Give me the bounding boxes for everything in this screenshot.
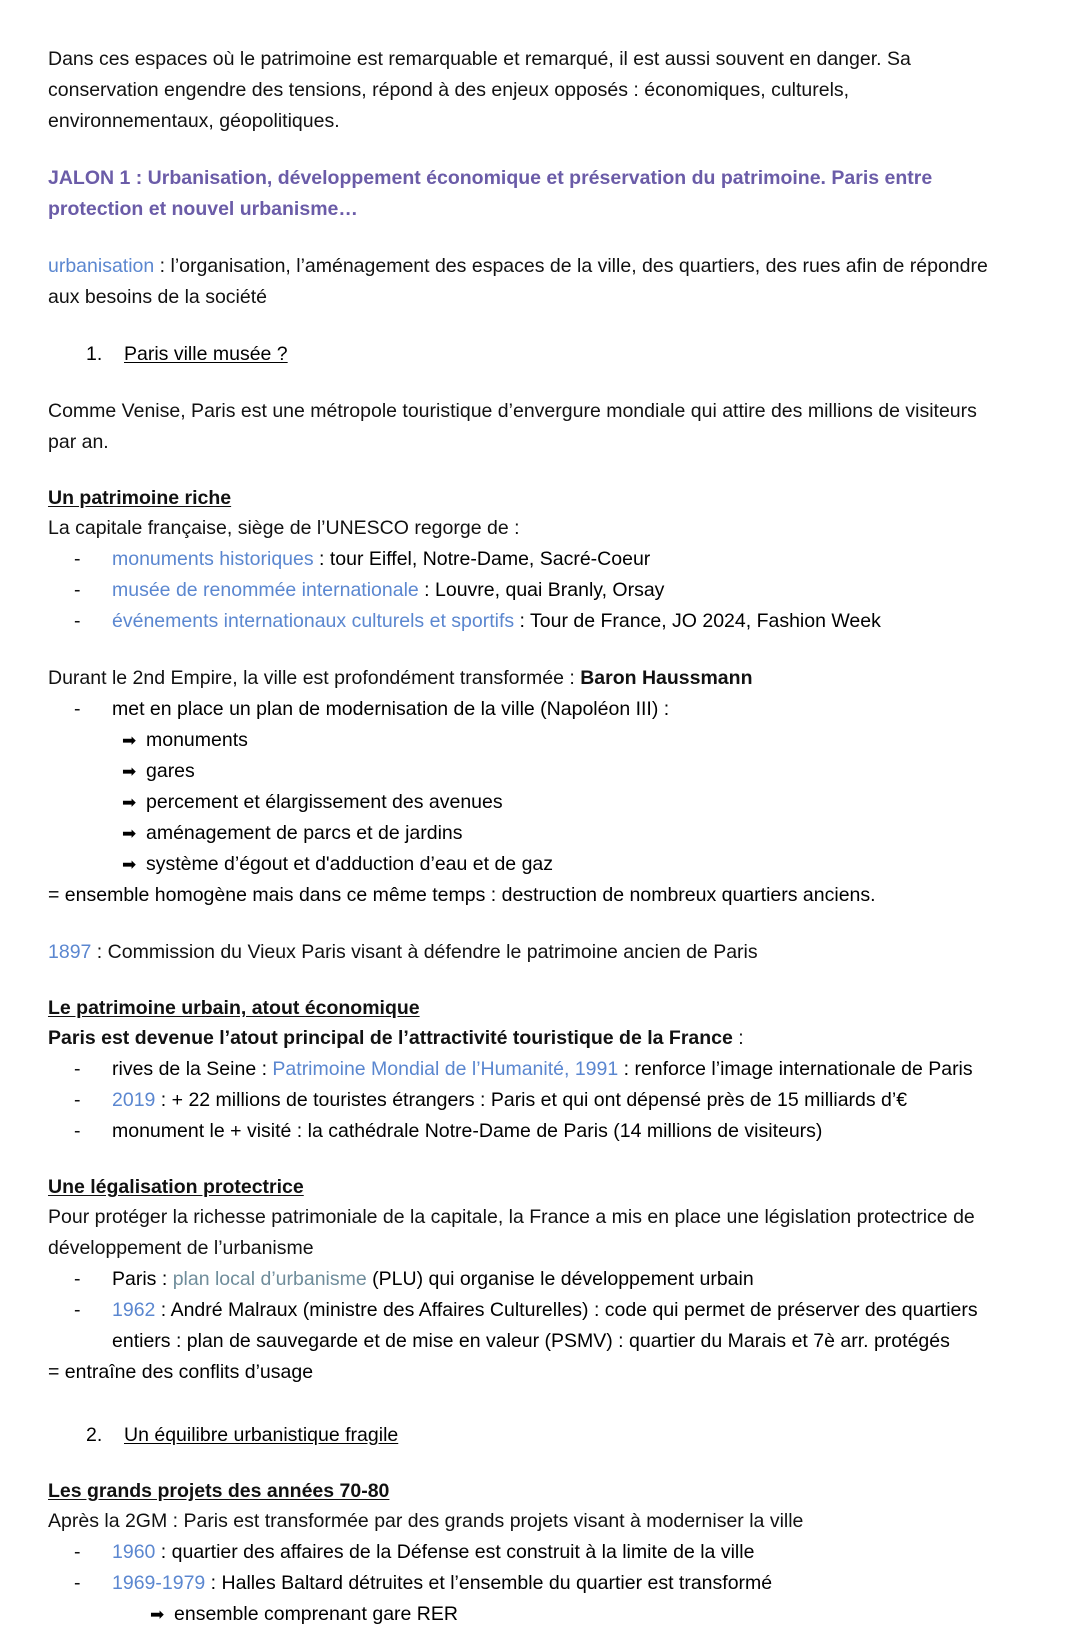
highlight-term: musée de renommée internationale	[112, 579, 419, 601]
list-item-text: : tour Eiffel, Notre-Dame, Sacré-Coeur	[313, 548, 651, 570]
arrow-right-icon: ➡	[122, 855, 137, 874]
list-item	[48, 544, 1032, 575]
list-item-text: : Louvre, quai Branly, Orsay	[418, 579, 665, 601]
subheading-patrimoine-urbain-wrap	[48, 994, 1032, 1023]
section-1-lead-paragraph: Comme Venise, Paris est une métropole touristique d’envergure mondiale qui attire des millions de visiteurs par an.	[48, 400, 977, 453]
arrow-item-text: monuments	[146, 729, 248, 751]
dash-bullet-icon: -	[74, 579, 81, 601]
highlight-term: événements internationaux culturels et sportifs	[112, 610, 515, 632]
section-1-heading	[86, 339, 1032, 370]
date-highlight: 1969-1979	[112, 1572, 206, 1594]
arrow-item-text: gares	[146, 760, 195, 782]
dash-bullet-icon: -	[74, 698, 81, 720]
list-item-body	[112, 1295, 1032, 1357]
commission-line	[48, 937, 1018, 968]
patrimoine-urbain-bullets	[48, 1054, 1032, 1147]
legalisation-conclusion: = entraîne des conflits d’usage	[48, 1361, 314, 1383]
arrow-list-item	[48, 1599, 1032, 1630]
legalisation-intro: Pour protéger la richesse patrimoniale de la capitale, la France a mis en place une législation protectrice de développement de l’urbanisme	[48, 1206, 975, 1259]
list-item-body	[112, 544, 1032, 575]
section-2-title: Un équilibre urbanistique fragile	[124, 1424, 399, 1446]
spacer	[48, 370, 1032, 396]
dash-bullet-icon: -	[74, 1120, 81, 1142]
arrow-right-icon: ➡	[122, 793, 137, 812]
subheading-legalisation-wrap	[48, 1173, 1032, 1202]
haussmann-intro	[48, 663, 1018, 694]
arrow-list-item	[48, 849, 1032, 880]
list-item-body	[112, 1054, 1032, 1085]
list-item	[48, 1116, 1032, 1147]
arrow-item-text: ensemble comprenant gare RER	[174, 1603, 458, 1625]
dash-bullet-icon: -	[74, 1541, 81, 1563]
dash-bullet-icon: -	[74, 1089, 81, 1111]
arrow-list-item	[48, 725, 1032, 756]
arrow-right-icon: ➡	[122, 824, 137, 843]
arrow-list-item	[48, 787, 1032, 818]
jalon-heading: JALON 1 : Urbanisation, développement économique et préservation du patrimoine. Paris entre protection et nouvel urbanisme…	[48, 167, 933, 220]
subheading-patrimoine-urbain: Le patrimoine urbain, atout économique	[48, 997, 420, 1019]
spacer	[48, 458, 1032, 484]
list-item-text: (PLU) qui organise le développement urbain	[366, 1268, 754, 1290]
list-item	[48, 694, 1032, 725]
patrimoine-urbain-lead-rest: :	[732, 1027, 744, 1049]
subheading-legalisation: Une légalisation protectrice	[48, 1176, 304, 1198]
subheading-patrimoine-riche-wrap	[48, 484, 1032, 513]
list-item	[48, 1295, 1032, 1357]
patrimoine-urbain-lead	[48, 1023, 1018, 1054]
definition-body: : l’organisation, l’aménagement des espaces de la ville, des quartiers, des rues afin de répondre aux besoins de la société	[48, 255, 988, 308]
spacer	[48, 313, 1032, 339]
definition-term: urbanisation	[48, 255, 155, 277]
arrow-right-icon: ➡	[150, 1605, 165, 1624]
spacer	[48, 137, 1032, 163]
dash-bullet-icon: -	[74, 1299, 81, 1321]
dash-bullet-icon: -	[74, 610, 81, 632]
list-item	[48, 1085, 1032, 1116]
list-item	[48, 1537, 1032, 1568]
list-item-prefix: rives de la Seine :	[112, 1058, 273, 1080]
intro-paragraph: Dans ces espaces où le patrimoine est remarquable et remarqué, il est aussi souvent en danger. Sa conservation engendre des tensions, répond à des enjeux opposés : économiques, culturels, environnementaux, géopolitiques.	[48, 48, 911, 132]
grands-projets-intro: Après la 2GM : Paris est transformée par des grands projets visant à moderniser la ville	[48, 1510, 804, 1532]
patrimoine-riche-intro: La capitale française, siège de l’UNESCO regorge de :	[48, 517, 520, 539]
legalisation-bullets	[48, 1264, 1032, 1357]
subheading-patrimoine-riche: Un patrimoine riche	[48, 487, 232, 509]
list-item-text: : André Malraux (ministre des Affaires Culturelles) : code qui permet de préserver des quartiers entiers : plan de sauvegarde et de mise en valeur (PSMV) : quartier du Marais et 7è arr. protégés	[112, 1299, 978, 1352]
arrow-item-text: aménagement de parcs et de jardins	[146, 822, 463, 844]
section-2-number: 2.	[86, 1424, 103, 1446]
list-item	[48, 606, 1032, 637]
subheading-grands-projets-wrap	[48, 1477, 1032, 1506]
arrow-item-text: percement et élargissement des avenues	[146, 791, 503, 813]
subheading-grands-projets: Les grands projets des années 70-80	[48, 1480, 390, 1502]
list-item	[48, 575, 1032, 606]
dash-bullet-icon: -	[74, 1268, 81, 1290]
spacer	[48, 1147, 1032, 1173]
commission-text: : Commission du Vieux Paris visant à défendre le patrimoine ancien de Paris	[91, 941, 758, 963]
arrow-right-icon: ➡	[122, 762, 137, 781]
highlight-term: Patrimoine Mondial de l’Humanité, 1991	[272, 1058, 619, 1080]
dash-bullet-icon: -	[74, 548, 81, 570]
list-item-text: monument le + visité : la cathédrale Notre-Dame de Paris (14 millions de visiteurs)	[112, 1120, 823, 1142]
spacer	[48, 911, 1032, 937]
spacer	[48, 1451, 1032, 1477]
arrow-list-item	[48, 756, 1032, 787]
dash-bullet-icon: -	[74, 1058, 81, 1080]
date-highlight: 2019	[112, 1089, 156, 1111]
dash-bullet-icon: -	[74, 1572, 81, 1594]
list-item-body	[112, 1537, 1032, 1568]
section-2-heading	[86, 1420, 1032, 1451]
haussmann-name: Baron Haussmann	[580, 667, 753, 689]
definition-line	[48, 251, 1018, 313]
list-item	[48, 1264, 1032, 1295]
section-1-title: Paris ville musée ?	[124, 343, 288, 365]
haussmann-conclusion: = ensemble homogène mais dans ce même temps : destruction de nombreux quartiers anciens.	[48, 884, 876, 906]
grands-projets-bullets	[48, 1537, 1032, 1599]
list-item-body	[112, 1264, 1032, 1295]
patrimoine-riche-bullets	[48, 544, 1032, 637]
arrow-right-icon: ➡	[122, 731, 137, 750]
list-item-body	[112, 1568, 1032, 1599]
list-item	[48, 1568, 1032, 1599]
list-item-text: : quartier des affaires de la Défense est construit à la limite de la ville	[155, 1541, 755, 1563]
arrow-list-item	[48, 818, 1032, 849]
list-item-body	[112, 1085, 1032, 1116]
spacer	[48, 968, 1032, 994]
date-highlight: 1960	[112, 1541, 156, 1563]
spacer	[48, 225, 1032, 251]
list-item-text: : Halles Baltard détruites et l’ensemble du quartier est transformé	[205, 1572, 773, 1594]
haussmann-intro-text: Durant le 2nd Empire, la ville est profondément transformée :	[48, 667, 581, 689]
list-item-prefix: Paris :	[112, 1268, 173, 1290]
list-item-text: met en place un plan de modernisation de la ville (Napoléon III) :	[112, 698, 670, 720]
list-item-text: : renforce l’image internationale de Paris	[618, 1058, 973, 1080]
patrimoine-urbain-lead-bold: Paris est devenue l’atout principal de l’attractivité touristique de la France	[48, 1027, 733, 1049]
list-item	[48, 1054, 1032, 1085]
list-item-body	[112, 606, 1032, 637]
arrow-item-text: système d’égout et d'adduction d’eau et de gaz	[146, 853, 554, 875]
list-item-text: : Tour de France, JO 2024, Fashion Week	[514, 610, 881, 632]
list-item-text: : + 22 millions de touristes étrangers : Paris et qui ont dépensé près de 15 milliards d’€	[155, 1089, 908, 1111]
spacer	[48, 637, 1032, 663]
section-1-number: 1.	[86, 343, 103, 365]
date-highlight: 1897	[48, 941, 92, 963]
highlight-term: plan local d’urbanisme	[172, 1268, 367, 1290]
list-item-body	[112, 575, 1032, 606]
spacer	[48, 1388, 1032, 1420]
date-highlight: 1962	[112, 1299, 156, 1321]
highlight-term: monuments historiques	[112, 548, 314, 570]
